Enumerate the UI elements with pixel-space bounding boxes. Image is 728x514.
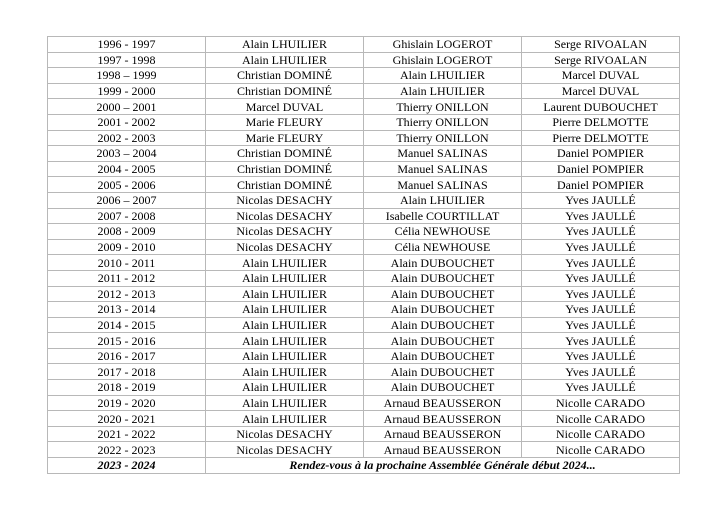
season-cell: 2020 - 2021 (48, 411, 206, 427)
table-row (48, 302, 680, 318)
season-cell: 1998 – 1999 (48, 68, 206, 84)
col2-name-cell: Marie FLEURY (206, 130, 364, 146)
col4-name-cell: Yves JAULLÉ (522, 270, 680, 286)
table-row (48, 364, 680, 380)
table-row (48, 68, 680, 84)
table-row (48, 52, 680, 68)
col3-name-cell: Alain DUBOUCHET (364, 317, 522, 333)
season-cell: 2000 – 2001 (48, 99, 206, 115)
col2-name-cell: Nicolas DESACHY (206, 192, 364, 208)
table-row (48, 380, 680, 396)
col3-name-cell: Alain DUBOUCHET (364, 348, 522, 364)
col3-name-cell: Alain DUBOUCHET (364, 333, 522, 349)
table-row (48, 270, 680, 286)
col2-name-cell: Christian DOMINÉ (206, 161, 364, 177)
table-row (48, 146, 680, 162)
col3-name-cell: Ghislain LOGEROT (364, 52, 522, 68)
col3-name-cell: Alain LHUILIER (364, 192, 522, 208)
col3-name-cell: Alain DUBOUCHET (364, 302, 522, 318)
season-cell: 2015 - 2016 (48, 333, 206, 349)
col3-name-cell: Célia NEWHOUSE (364, 239, 522, 255)
col4-name-cell: Nicolle CARADO (522, 442, 680, 458)
col2-name-cell: Nicolas DESACHY (206, 208, 364, 224)
table-row (48, 114, 680, 130)
col4-name-cell: Nicolle CARADO (522, 411, 680, 427)
col4-name-cell: Yves JAULLÉ (522, 208, 680, 224)
table-row (48, 411, 680, 427)
col3-name-cell: Arnaud BEAUSSERON (364, 411, 522, 427)
season-cell: 2016 - 2017 (48, 348, 206, 364)
col3-name-cell: Alain DUBOUCHET (364, 255, 522, 271)
season-cell: 2003 – 2004 (48, 146, 206, 162)
table-row-final (48, 458, 680, 474)
col3-name-cell: Alain LHUILIER (364, 68, 522, 84)
table-row (48, 348, 680, 364)
season-cell: 2008 - 2009 (48, 224, 206, 240)
season-cell: 2004 - 2005 (48, 161, 206, 177)
col2-name-cell: Alain LHUILIER (206, 52, 364, 68)
season-cell: 2010 - 2011 (48, 255, 206, 271)
col3-name-cell: Thierry ONILLON (364, 130, 522, 146)
table-row (48, 442, 680, 458)
col4-name-cell: Yves JAULLÉ (522, 348, 680, 364)
season-cell: 1996 - 1997 (48, 37, 206, 53)
col3-name-cell: Alain LHUILIER (364, 83, 522, 99)
col2-name-cell: Alain LHUILIER (206, 411, 364, 427)
col3-name-cell: Alain DUBOUCHET (364, 364, 522, 380)
col4-name-cell: Yves JAULLÉ (522, 286, 680, 302)
col2-name-cell: Alain LHUILIER (206, 286, 364, 302)
col3-name-cell: Célia NEWHOUSE (364, 224, 522, 240)
table-row (48, 239, 680, 255)
col2-name-cell: Alain LHUILIER (206, 395, 364, 411)
officers-table (47, 36, 680, 474)
season-cell: 2009 - 2010 (48, 239, 206, 255)
col2-name-cell: Alain LHUILIER (206, 348, 364, 364)
col3-name-cell: Isabelle COURTILLAT (364, 208, 522, 224)
table-row (48, 224, 680, 240)
col2-name-cell: Christian DOMINÉ (206, 68, 364, 84)
col2-name-cell: Marcel DUVAL (206, 99, 364, 115)
col3-name-cell: Arnaud BEAUSSERON (364, 395, 522, 411)
col4-name-cell: Pierre DELMOTTE (522, 114, 680, 130)
season-cell: 2022 - 2023 (48, 442, 206, 458)
officers-table-body (48, 37, 680, 474)
col4-name-cell: Nicolle CARADO (522, 395, 680, 411)
table-row (48, 83, 680, 99)
table-row (48, 130, 680, 146)
season-cell: 2002 - 2003 (48, 130, 206, 146)
col4-name-cell: Yves JAULLÉ (522, 364, 680, 380)
table-row (48, 333, 680, 349)
col2-name-cell: Marie FLEURY (206, 114, 364, 130)
col3-name-cell: Manuel SALINAS (364, 161, 522, 177)
table-row (48, 37, 680, 53)
final-season-cell: 2023 - 2024 (48, 458, 206, 474)
col2-name-cell: Alain LHUILIER (206, 255, 364, 271)
col2-name-cell: Christian DOMINÉ (206, 83, 364, 99)
col4-name-cell: Daniel POMPIER (522, 161, 680, 177)
season-cell: 2013 - 2014 (48, 302, 206, 318)
col2-name-cell: Alain LHUILIER (206, 270, 364, 286)
col2-name-cell: Alain LHUILIER (206, 317, 364, 333)
col2-name-cell: Alain LHUILIER (206, 380, 364, 396)
col2-name-cell: Christian DOMINÉ (206, 146, 364, 162)
table-row (48, 208, 680, 224)
col4-name-cell: Yves JAULLÉ (522, 224, 680, 240)
table-row (48, 395, 680, 411)
col4-name-cell: Yves JAULLÉ (522, 333, 680, 349)
table-row (48, 192, 680, 208)
col3-name-cell: Arnaud BEAUSSERON (364, 426, 522, 442)
col4-name-cell: Yves JAULLÉ (522, 302, 680, 318)
col3-name-cell: Arnaud BEAUSSERON (364, 442, 522, 458)
col2-name-cell: Nicolas DESACHY (206, 426, 364, 442)
col3-name-cell: Manuel SALINAS (364, 177, 522, 193)
col4-name-cell: Yves JAULLÉ (522, 255, 680, 271)
season-cell: 2007 - 2008 (48, 208, 206, 224)
col4-name-cell: Yves JAULLÉ (522, 239, 680, 255)
table-row (48, 177, 680, 193)
table-row (48, 317, 680, 333)
col4-name-cell: Yves JAULLÉ (522, 192, 680, 208)
col3-name-cell: Alain DUBOUCHET (364, 270, 522, 286)
col4-name-cell: Laurent DUBOUCHET (522, 99, 680, 115)
season-cell: 2017 - 2018 (48, 364, 206, 380)
season-cell: 2019 - 2020 (48, 395, 206, 411)
season-cell: 2012 - 2013 (48, 286, 206, 302)
season-cell: 2021 - 2022 (48, 426, 206, 442)
col4-name-cell: Pierre DELMOTTE (522, 130, 680, 146)
col3-name-cell: Thierry ONILLON (364, 114, 522, 130)
col2-name-cell: Nicolas DESACHY (206, 224, 364, 240)
col4-name-cell: Serge RIVOALAN (522, 52, 680, 68)
season-cell: 2011 - 2012 (48, 270, 206, 286)
col3-name-cell: Ghislain LOGEROT (364, 37, 522, 53)
col3-name-cell: Manuel SALINAS (364, 146, 522, 162)
season-cell: 2018 - 2019 (48, 380, 206, 396)
col2-name-cell: Alain LHUILIER (206, 364, 364, 380)
col4-name-cell: Nicolle CARADO (522, 426, 680, 442)
col3-name-cell: Alain DUBOUCHET (364, 380, 522, 396)
season-cell: 1997 - 1998 (48, 52, 206, 68)
col4-name-cell: Serge RIVOALAN (522, 37, 680, 53)
col2-name-cell: Alain LHUILIER (206, 302, 364, 318)
table-row (48, 286, 680, 302)
season-cell: 2005 - 2006 (48, 177, 206, 193)
col2-name-cell: Alain LHUILIER (206, 333, 364, 349)
col3-name-cell: Alain DUBOUCHET (364, 286, 522, 302)
season-cell: 2014 - 2015 (48, 317, 206, 333)
col2-name-cell: Christian DOMINÉ (206, 177, 364, 193)
season-cell: 2001 - 2002 (48, 114, 206, 130)
col4-name-cell: Marcel DUVAL (522, 68, 680, 84)
col4-name-cell: Yves JAULLÉ (522, 317, 680, 333)
table-row (48, 99, 680, 115)
col2-name-cell: Nicolas DESACHY (206, 442, 364, 458)
table-row (48, 161, 680, 177)
table-row (48, 255, 680, 271)
col4-name-cell: Yves JAULLÉ (522, 380, 680, 396)
season-cell: 1999 - 2000 (48, 83, 206, 99)
col4-name-cell: Daniel POMPIER (522, 146, 680, 162)
col3-name-cell: Thierry ONILLON (364, 99, 522, 115)
col4-name-cell: Marcel DUVAL (522, 83, 680, 99)
final-note-cell: Rendez-vous à la prochaine Assemblée Générale début 2024... (206, 458, 680, 474)
col2-name-cell: Alain LHUILIER (206, 37, 364, 53)
col4-name-cell: Daniel POMPIER (522, 177, 680, 193)
col2-name-cell: Nicolas DESACHY (206, 239, 364, 255)
season-cell: 2006 – 2007 (48, 192, 206, 208)
table-row (48, 426, 680, 442)
document-page (47, 36, 679, 474)
